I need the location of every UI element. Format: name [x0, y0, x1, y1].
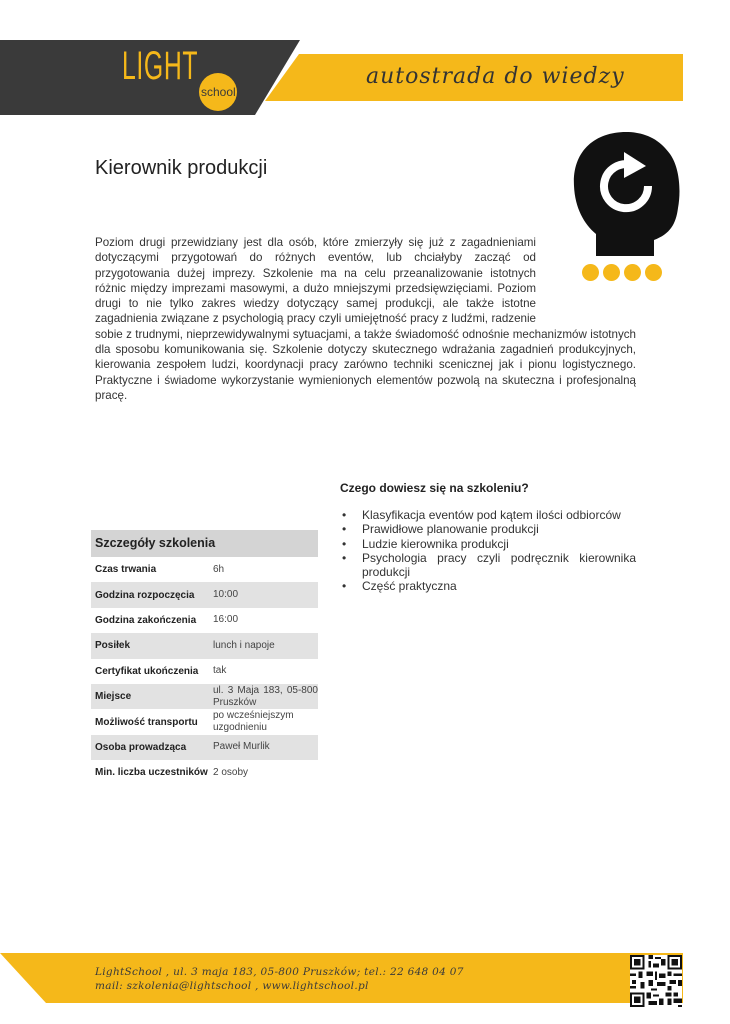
- table-row: [91, 608, 318, 633]
- list-item: • Prawidłowe planowanie produkcji: [340, 522, 636, 536]
- row-value: ul. 3 Maja 183, 05-800 Pruszków: [213, 684, 318, 708]
- list-item: • Ludzie kierownika produkcji: [340, 537, 636, 551]
- learn-list: [340, 508, 636, 594]
- qr-code-icon[interactable]: [630, 955, 682, 1007]
- tagline: autostrada do wiedzy: [366, 64, 625, 89]
- footer-contact: [95, 965, 464, 993]
- list-item: • Klasyfikacja eventów pod kątem ilości odbiorców: [340, 508, 636, 522]
- description-text: Poziom drugi przewidziany jest dla osób, które zmierzyły się już z zagadnieniami dotyczącymi przygotowań do różnych eventów, lub chciałyby zacząć od przygotowania dużej imprezy. Szkolenie ma na celu przeanalizowanie istotnych różnic między imprezami masowymi, a dużo mniejszymi przedsięwzięciami. Poziom drugi to nie tylko zakres wiedzy dotyczący samej produkcji, ale także istotne zagadnienia związane z psychologią pracy czyli umiejętność pracy z ludźmi, radzenie sobie z trudnymi, nieprzewidywalnymi sytuacjami, a także świadomość odnośnie mechanizmów istotnych dla sposobu komunikowania się. Szkolenie dotyczy skutecznego wdrażania zagadnień produkcyjnych, kierowania zespołem ludzi, koordynacji pracy zarówno techniki scenicznej jak i pionu logistycznego. Praktyczne i świadome wykorzystanie wymienionych elementów pozwolą na skuteczna i profesjonalną pracę.: [95, 236, 636, 402]
- row-label: Możliwość transportu: [95, 716, 198, 728]
- details-table: [91, 530, 318, 786]
- row-label: Posiłek: [95, 640, 131, 652]
- row-value: 2 osoby: [213, 766, 249, 778]
- row-label: Certyfikat ukończenia: [95, 665, 199, 677]
- logo-sub: school: [201, 85, 236, 99]
- footer-address: LightSchool , ul. 3 maja 183, 05-800 Pruszków; tel.: 22 648 04 07: [95, 966, 464, 978]
- row-label: Godzina rozpoczęcia: [95, 589, 195, 601]
- table-row: [91, 557, 318, 582]
- row-value: lunch i napoje: [213, 639, 275, 651]
- page-title: Kierownik produkcji: [95, 157, 268, 179]
- footer-web: mail: szkolenia@lightschool , www.lightschool.pl: [95, 980, 369, 992]
- row-label: Miejsce: [95, 691, 132, 703]
- row-label: Osoba prowadząca: [95, 741, 187, 753]
- row-label: Godzina zakończenia: [95, 614, 197, 626]
- logo-text: LIGHT: [122, 44, 199, 88]
- table-row: [91, 582, 318, 607]
- table-row: [91, 633, 318, 658]
- row-value: 16:00: [213, 614, 239, 626]
- description: [95, 235, 636, 403]
- row-label: Min. liczba uczestników: [95, 767, 208, 779]
- table-row: [91, 709, 318, 734]
- row-value: tak: [213, 665, 227, 677]
- table-row: [91, 659, 318, 684]
- table-row: [91, 735, 318, 760]
- row-value: po wcześniejszym uzgodnieniu: [213, 710, 294, 734]
- row-value: 6h: [213, 563, 225, 575]
- table-row: [91, 760, 318, 785]
- table-row: [91, 684, 318, 709]
- details-title: Szczegóły szkolenia: [91, 530, 318, 557]
- row-label: Czas trwania: [95, 564, 157, 576]
- learn-title: Czego dowiesz się na szkoleniu?: [340, 481, 529, 495]
- level-dot: [645, 264, 662, 281]
- list-item: • Część praktyczna: [340, 579, 636, 593]
- row-value: 10:00: [213, 589, 239, 601]
- list-item: • Psychologia pracy czyli podręcznik kierownika produkcji: [340, 551, 636, 580]
- row-value: Paweł Murlik: [213, 741, 270, 753]
